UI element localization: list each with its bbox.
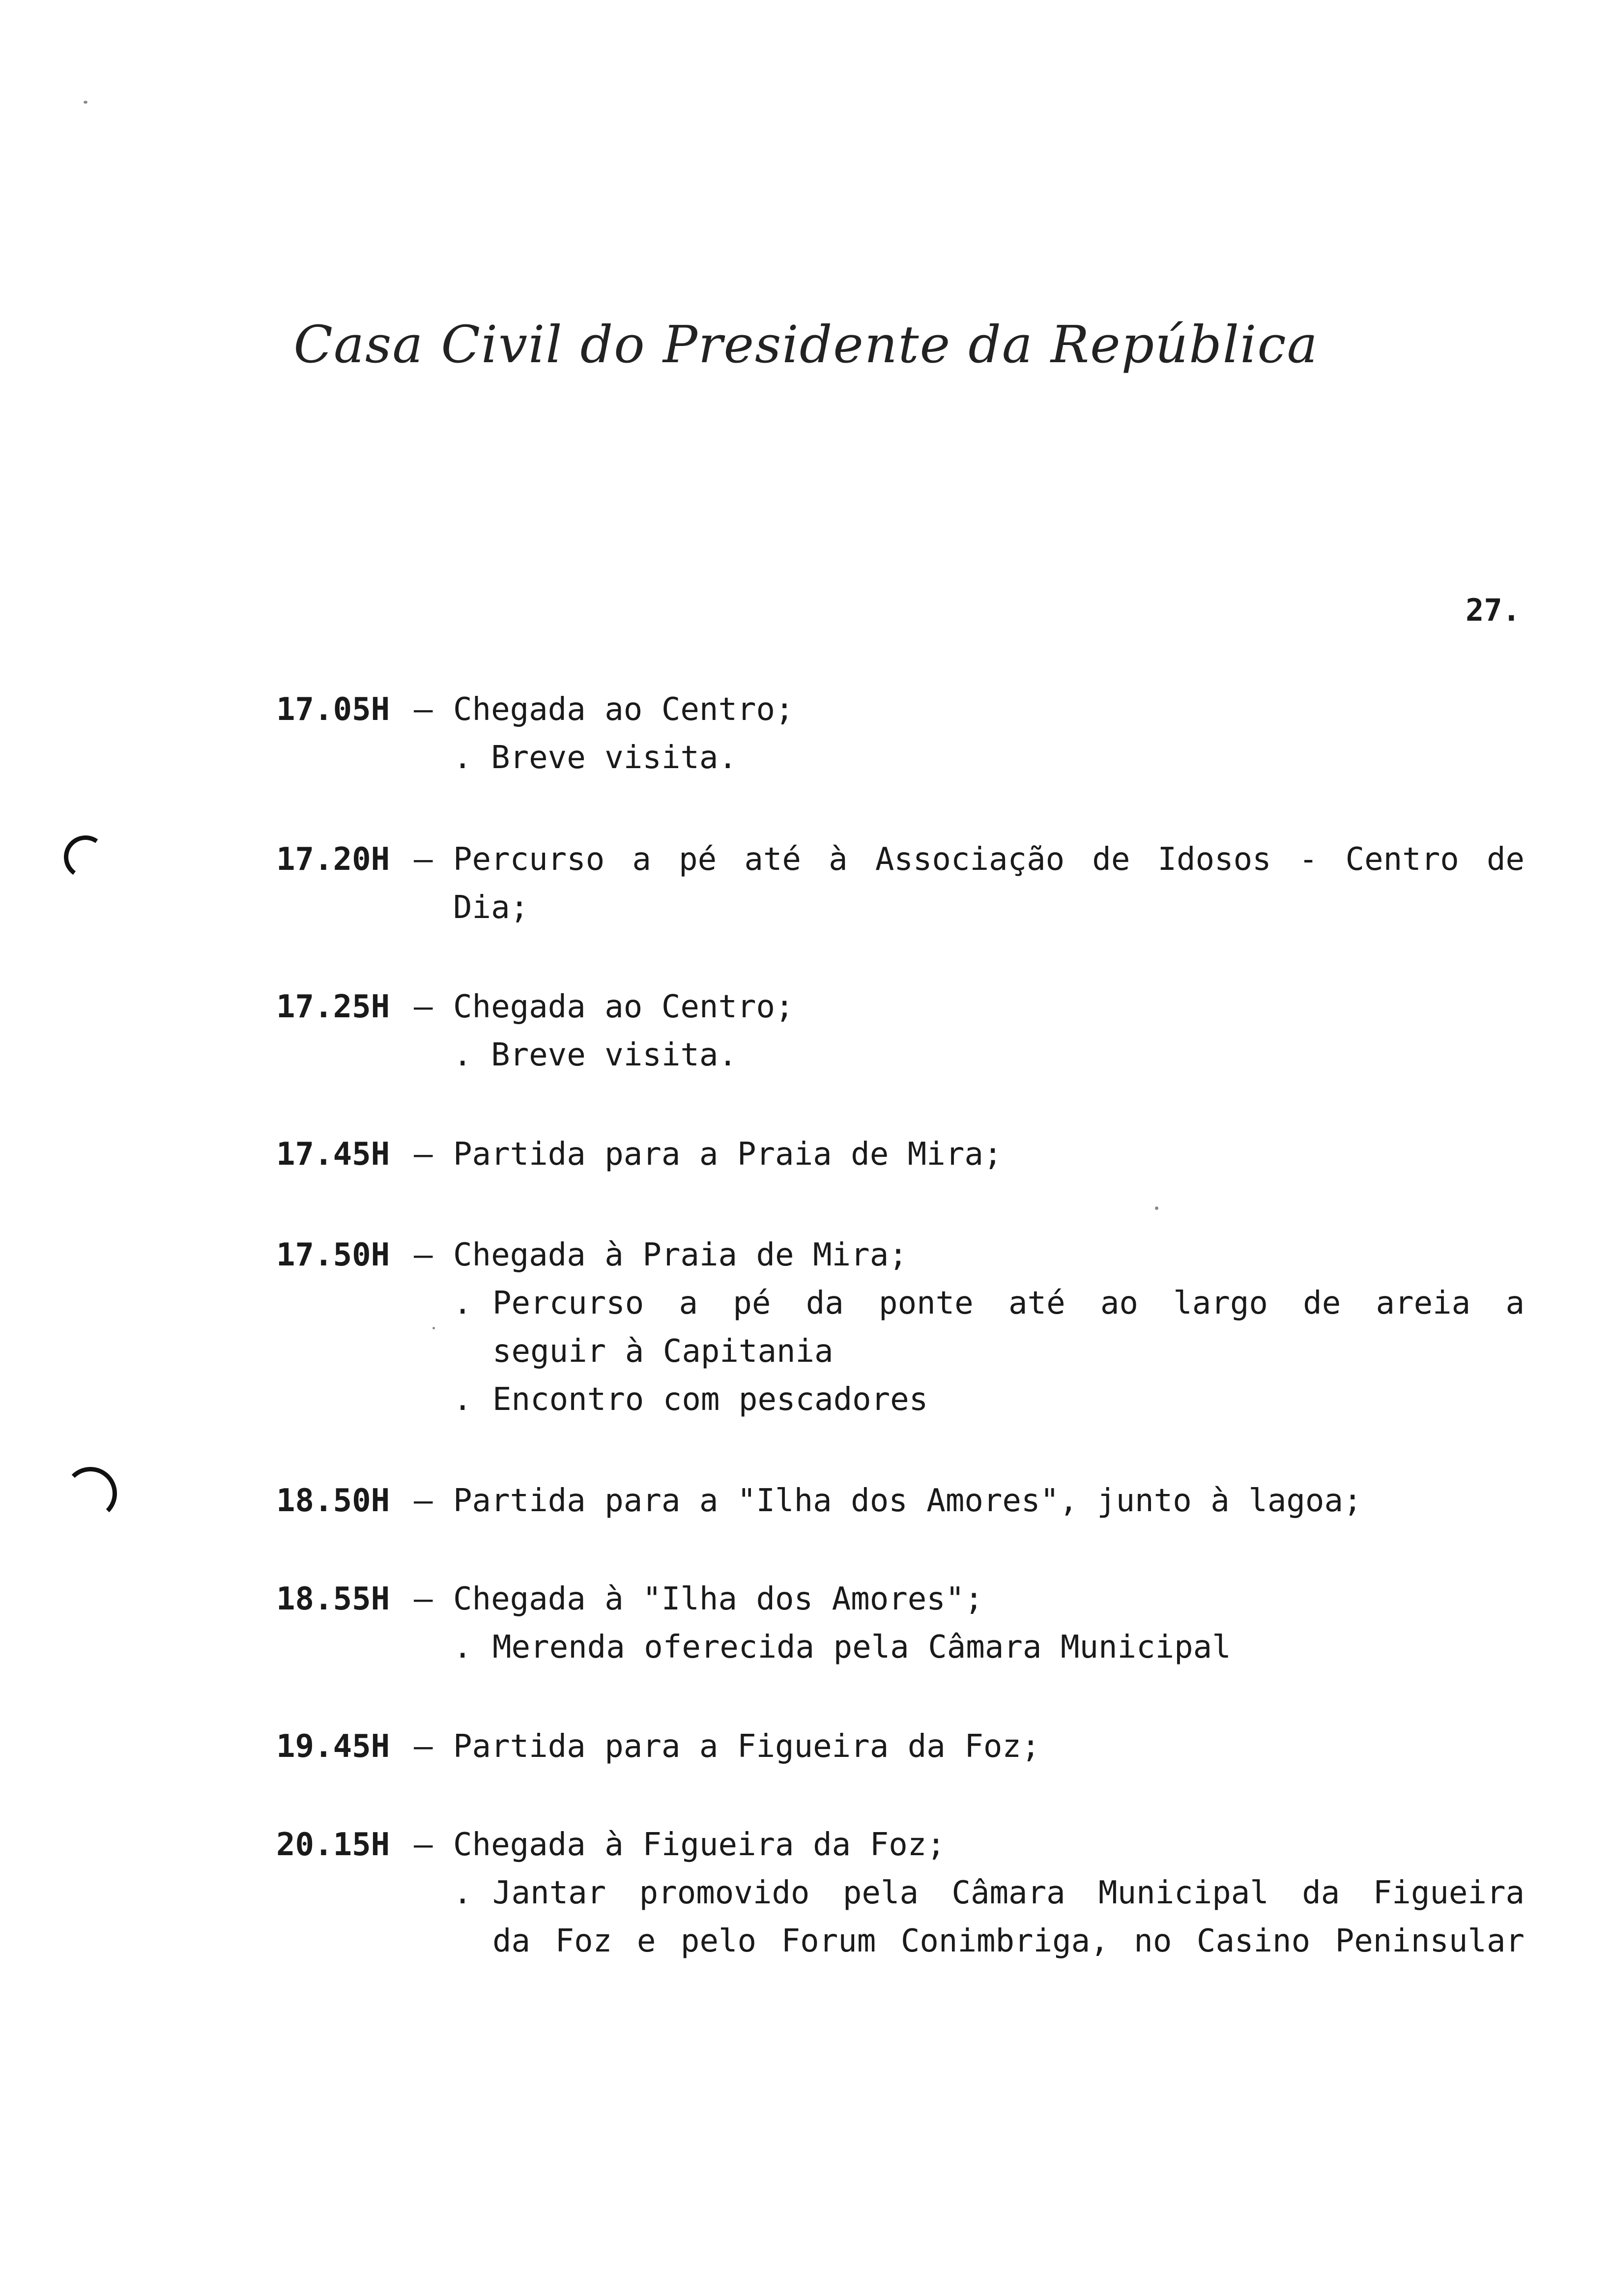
entry-time: 17.45H — [276, 1136, 390, 1173]
entry-time: 18.55H — [276, 1581, 390, 1617]
entry-subitem: Encontro com pescadores — [492, 1381, 928, 1418]
entry-text-continued: Dia; — [453, 890, 529, 926]
bullet: . — [453, 1381, 472, 1418]
entry-subitem: . Breve visita. — [453, 740, 737, 776]
scan-speck — [432, 1327, 435, 1329]
entry-time: 17.50H — [276, 1237, 390, 1273]
entry-dash: – — [414, 1827, 433, 1863]
entry-text: Chegada à Figueira da Foz; — [453, 1827, 946, 1863]
entry-dash: – — [414, 1136, 433, 1173]
entry-subitem: Percurso a pé da ponte até ao largo de areia a — [492, 1285, 1525, 1321]
entry-subitem-continued: da Foz e pelo Forum Conimbriga, no Casino Peninsular — [492, 1923, 1525, 1959]
entry-subitem: . Breve visita. — [453, 1037, 737, 1073]
entry-text: Chegada à Praia de Mira; — [453, 1237, 908, 1273]
entry-dash: – — [414, 1728, 433, 1765]
letterhead: Casa Civil do Presidente da República — [293, 315, 1319, 374]
entry-dash: – — [414, 989, 433, 1025]
entry-time: 20.15H — [276, 1827, 390, 1863]
entry-dash: – — [414, 841, 433, 878]
entry-dash: – — [414, 1237, 433, 1273]
entry-text: Chegada ao Centro; — [453, 989, 794, 1025]
entry-dash: – — [414, 1483, 433, 1519]
entry-time: 19.45H — [276, 1728, 390, 1765]
bullet: . — [453, 1285, 472, 1321]
scan-speck — [1155, 1206, 1158, 1210]
hole-mark-bottom — [64, 1467, 117, 1520]
entry-time: 17.25H — [276, 989, 390, 1025]
entry-text: Chegada ao Centro; — [453, 691, 794, 728]
entry-subitem: Jantar promovido pela Câmara Municipal da Figueira — [492, 1875, 1525, 1911]
hole-mark-top — [60, 832, 111, 882]
entry-time: 17.05H — [276, 691, 390, 728]
entry-text: Partida para a "Ilha dos Amores", junto à lagoa; — [453, 1483, 1362, 1519]
bullet: . — [453, 1875, 472, 1911]
entry-subitem: Merenda oferecida pela Câmara Municipal — [492, 1629, 1231, 1665]
scan-speck — [84, 101, 87, 104]
entry-dash: – — [414, 1581, 433, 1617]
entry-time: 18.50H — [276, 1483, 390, 1519]
page-number: 27. — [1466, 592, 1521, 628]
entry-text: Partida para a Praia de Mira; — [453, 1136, 1003, 1173]
entry-text: Partida para a Figueira da Foz; — [453, 1728, 1040, 1765]
entry-text: Percurso a pé até à Associação de Idosos - Centro de — [453, 841, 1525, 878]
entry-dash: – — [414, 691, 433, 728]
entry-subitem-continued: seguir à Capitania — [492, 1333, 834, 1370]
bullet: . — [453, 1629, 472, 1665]
entry-time: 17.20H — [276, 841, 390, 878]
entry-text: Chegada à "Ilha dos Amores"; — [453, 1581, 983, 1617]
